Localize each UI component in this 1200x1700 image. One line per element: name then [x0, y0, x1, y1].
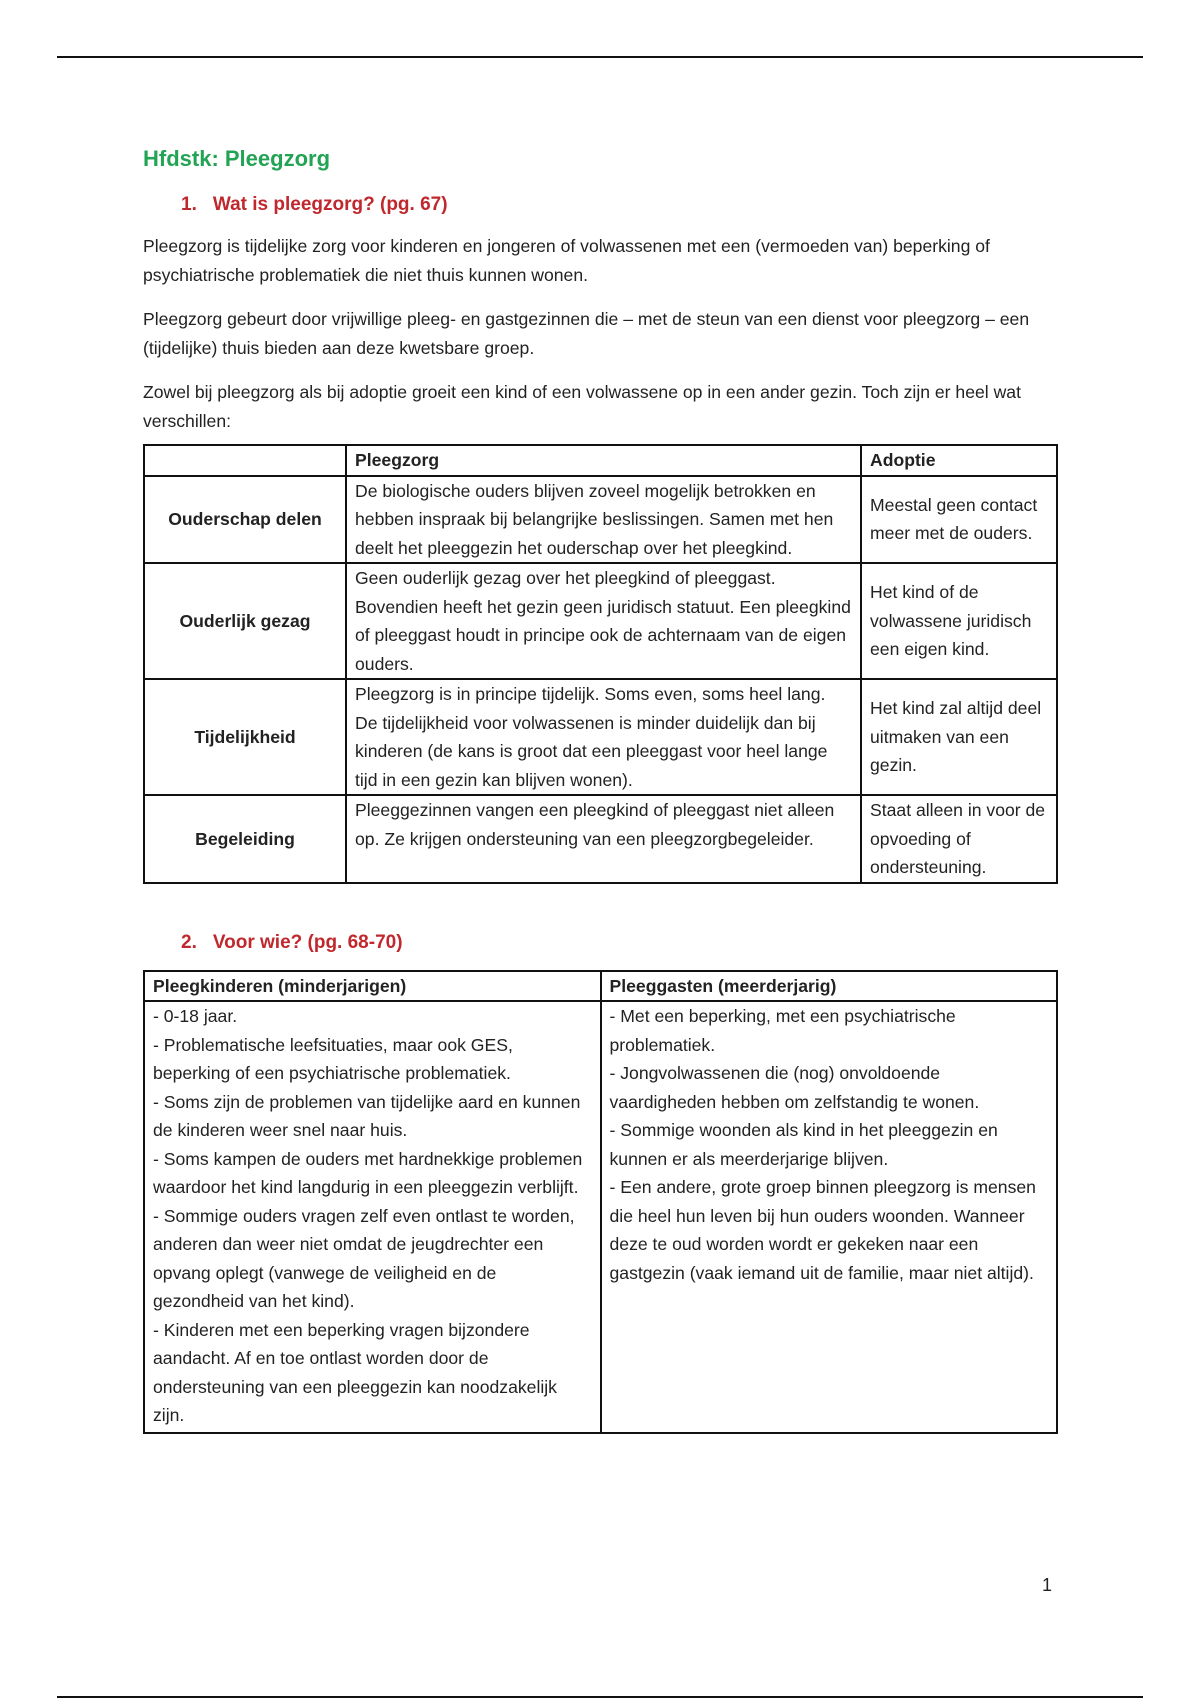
- list-item: - Sommige woonden als kind in het pleeggezin en kunnen er als meerderjarige blijven.: [609, 1120, 998, 1169]
- table-row: [144, 563, 1057, 679]
- section-1-number: 1.: [181, 194, 197, 215]
- document-body: [143, 140, 1058, 1434]
- section-1-heading: [181, 192, 1058, 218]
- table-header-adoptie: Adoptie: [861, 445, 1057, 476]
- paragraph: Pleegzorg is tijdelijke zorg voor kinderen en jongeren of volwassenen met een (vermoeden van) beperking of psychiatrische problematiek die niet thuis kunnen wonen.: [143, 236, 990, 285]
- adoptie-cell: Het kind of de volwassene juridisch een eigen kind.: [861, 563, 1057, 679]
- list-item: - Kinderen met een beperking vragen bijzondere aandacht. Af en toe ontlast worden door de ondersteuning van een pleeggezin kan noodzakelijk zijn.: [153, 1319, 557, 1425]
- table-header-empty: [144, 445, 346, 476]
- adoptie-cell: Het kind zal altijd deel uitmaken van een gezin.: [861, 679, 1057, 795]
- header-rule: [57, 56, 1143, 58]
- table-row: [144, 795, 1057, 883]
- table-header-pleeggasten: Pleeggasten (meerderjarig): [601, 971, 1058, 1002]
- footer-rule: [57, 1696, 1143, 1698]
- pleegzorg-cell: Geen ouderlijk gezag over het pleegkind of pleeggast. Bovendien heeft het gezin geen juridisch statuut. Een pleegkind of pleeggast houdt in principe ook de achternaam van de eigen ouders.: [346, 563, 861, 679]
- section-2-title: Voor wie? (pg. 68-70): [212, 931, 403, 953]
- list-item: - Problematische leefsituaties, maar ook GES, beperking of een psychiatrische problematiek.: [153, 1034, 513, 1083]
- table-header-row: [144, 445, 1057, 476]
- table-header-pleegzorg: Pleegzorg: [346, 445, 861, 476]
- table-row: [144, 1001, 1057, 1433]
- list-item: - 0-18 jaar.: [153, 1006, 238, 1026]
- pleegzorg-cell: Pleeggezinnen vangen een pleegkind of pleeggast niet alleen op. Ze krijgen ondersteuning van een pleegzorgbegeleider.: [346, 795, 861, 883]
- table-row: [144, 679, 1057, 795]
- paragraph: Pleegzorg gebeurt door vrijwillige pleeg- en gastgezinnen die – met de steun van een dienst voor pleegzorg – een (tijdelijke) thuis bieden aan deze kwetsbare groep.: [143, 309, 1030, 358]
- adoptie-cell: Meestal geen contact meer met de ouders.: [861, 476, 1057, 564]
- list-item: - Met een beperking, met een psychiatrische problematiek.: [609, 1006, 956, 1055]
- pleegzorg-cell: De biologische ouders blijven zoveel mogelijk betrokken en hebben inspraak bij belangrijke beslissingen. Samen met hen deelt het pleeggezin het ouderschap over het pleegkind.: [346, 476, 861, 564]
- pleegzorg-cell: Pleegzorg is in principe tijdelijk. Soms even, soms heel lang. De tijdelijkheid voor volwassenen is minder duidelijk dan bij kinderen (de kans is groot dat een pleeggast voor heel lange tijd in een gezin kan blijven wonen).: [346, 679, 861, 795]
- row-label: Ouderschap delen: [144, 476, 346, 564]
- row-label: Ouderlijk gezag: [144, 563, 346, 679]
- target-group-table: [143, 970, 1058, 1434]
- list-item: - Sommige ouders vragen zelf even ontlast te worden, anderen dan weer niet omdat de jeugdrechter een opvang oplegt (vanwege de veiligheid en de gezondheid van het kind).: [153, 1205, 575, 1311]
- list-item: - Soms zijn de problemen van tijdelijke aard en kunnen de kinderen weer snel naar huis.: [153, 1091, 581, 1140]
- section-2-heading: [181, 930, 1058, 956]
- row-label: Begeleiding: [144, 795, 346, 883]
- pleegkinderen-cell: [144, 1001, 601, 1433]
- table-row: [144, 476, 1057, 564]
- list-item: - Jongvolwassenen die (nog) onvoldoende vaardigheden hebben om zelfstandig te wonen.: [609, 1063, 980, 1112]
- list-item: - Soms kampen de ouders met hardnekkige problemen waardoor het kind langdurig in een pleeggezin verblijft.: [153, 1148, 583, 1197]
- pleeggasten-cell: [601, 1001, 1058, 1433]
- page-number: 1: [1042, 1575, 1053, 1595]
- list-item: - Een andere, grote groep binnen pleegzorg is mensen die heel hun leven bij hun ouders woonden. Wanneer deze te oud worden wordt er gekeken naar een gastgezin (vaak iemand uit de familie, maar niet altijd).: [609, 1177, 1036, 1283]
- row-label: Tijdelijkheid: [144, 679, 346, 795]
- section-1-title: Wat is pleegzorg? (pg. 67): [212, 194, 448, 215]
- chapter-title: Hfdstk: Pleegzorg: [143, 146, 331, 171]
- paragraph: Zowel bij pleegzorg als bij adoptie groeit een kind of een volwassene op in een ander gezin. Toch zijn er heel wat verschillen:: [143, 382, 1021, 431]
- adoptie-cell: Staat alleen in voor de opvoeding of ondersteuning.: [861, 795, 1057, 883]
- table-header-row: [144, 971, 1057, 1002]
- table-header-pleegkinderen: Pleegkinderen (minderjarigen): [144, 971, 601, 1002]
- section-2-number: 2.: [181, 931, 197, 953]
- comparison-table: [143, 444, 1058, 884]
